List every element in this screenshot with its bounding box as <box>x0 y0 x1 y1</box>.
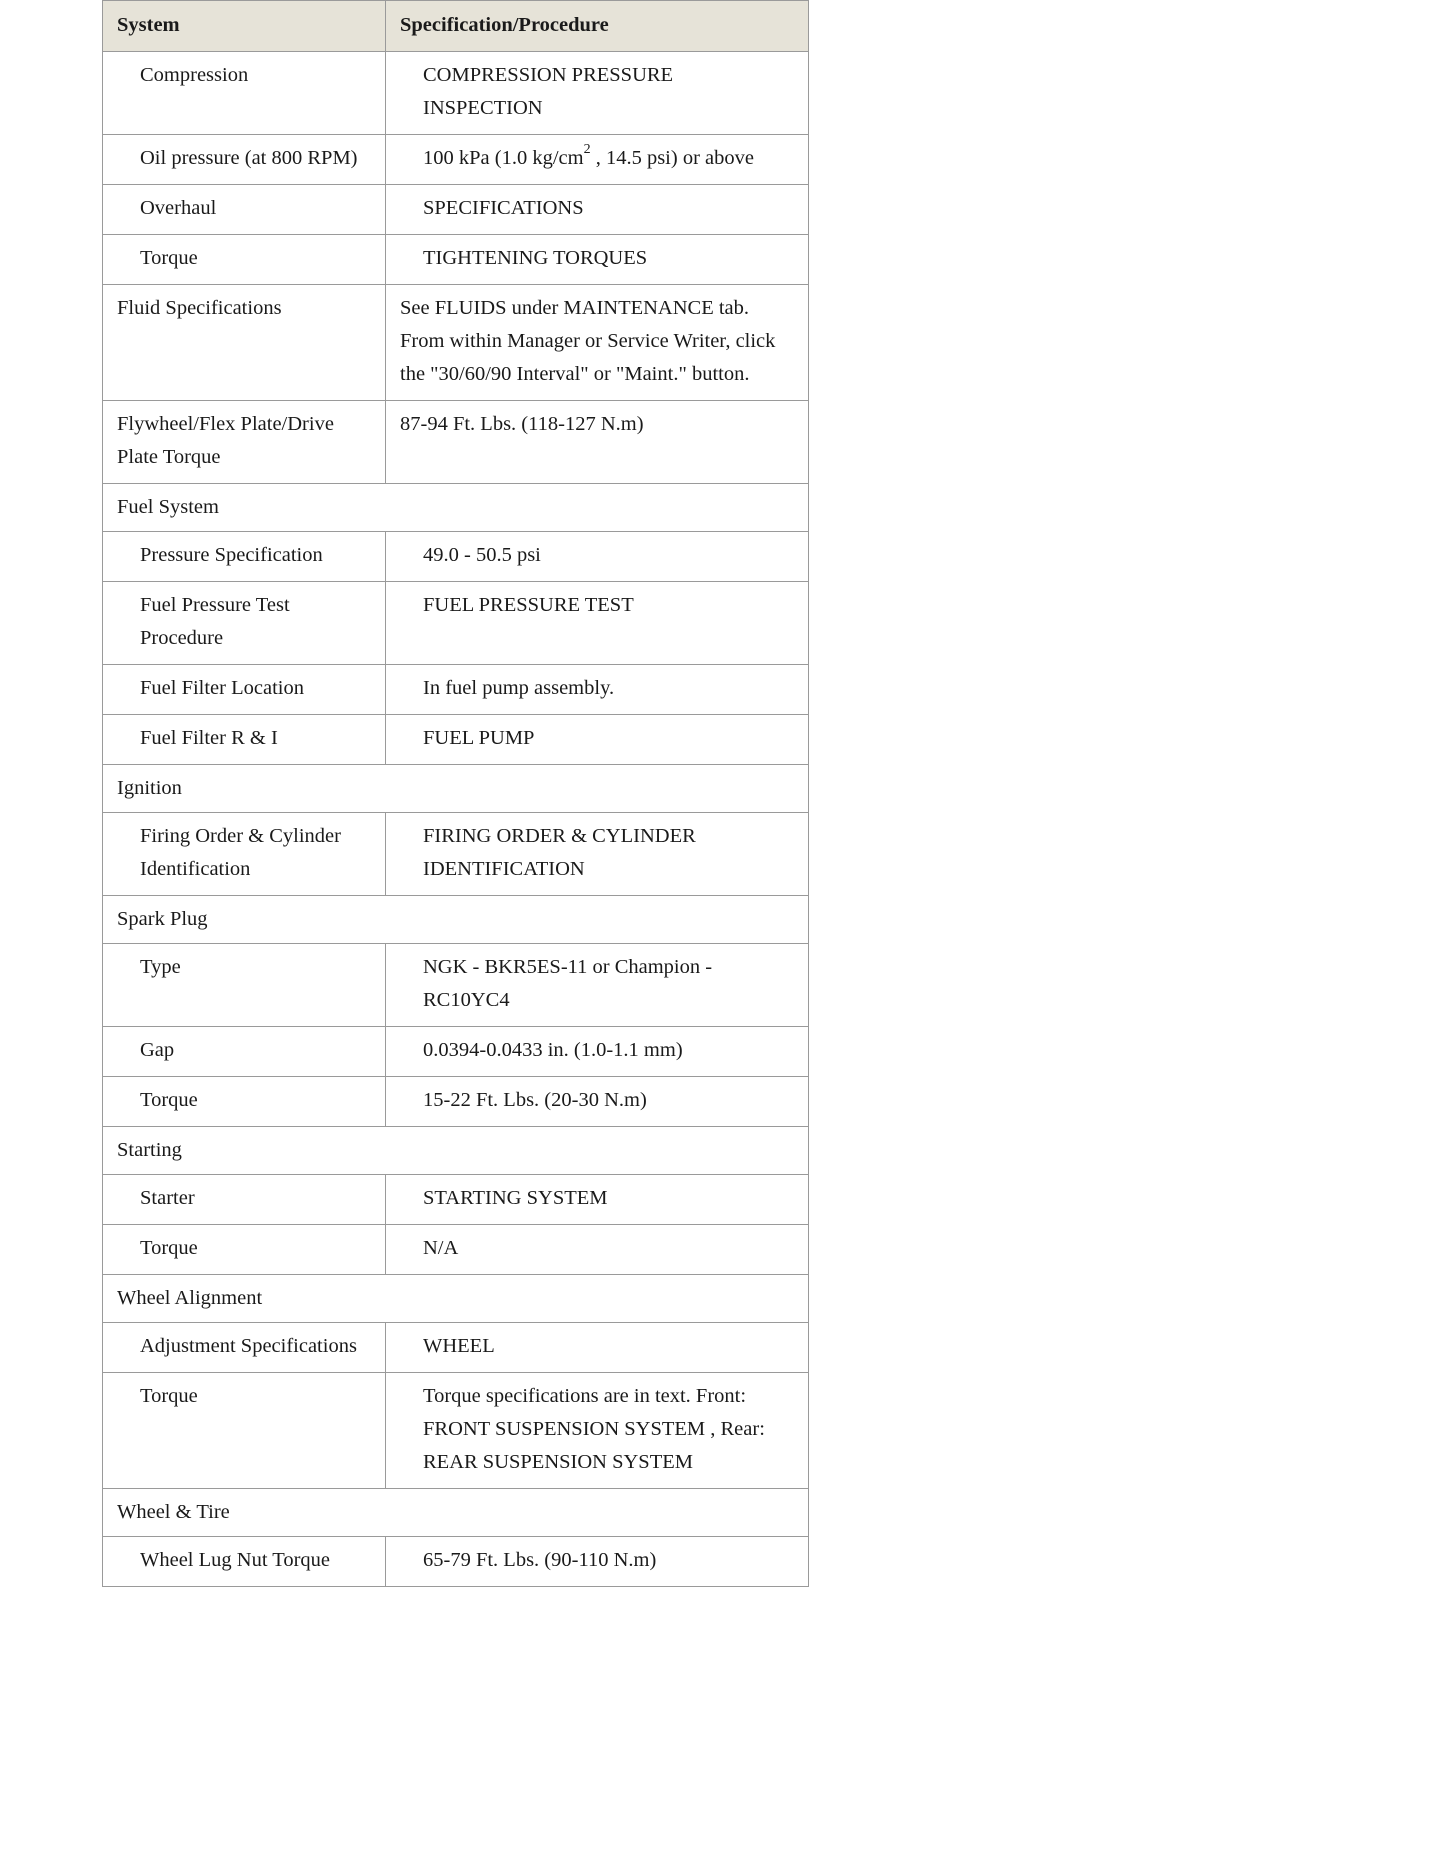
table-row <box>103 1225 809 1275</box>
header-row <box>103 1 809 52</box>
row-label: Fuel Pressure Test Procedure <box>103 582 386 665</box>
row-label: Fuel Filter R & I <box>103 715 386 765</box>
row-value: 49.0 - 50.5 psi <box>386 532 809 582</box>
row-value: In fuel pump assembly. <box>386 665 809 715</box>
table-row <box>103 715 809 765</box>
row-label: Firing Order & Cylinder Identification <box>103 813 386 896</box>
header-specification: Specification/Procedure <box>386 1 809 52</box>
section-row <box>103 1275 809 1323</box>
row-label: Compression <box>103 52 386 135</box>
row-value: COMPRESSION PRESSURE INSPECTION <box>386 52 809 135</box>
value-text: , 14.5 psi) or above <box>590 147 754 169</box>
table-row <box>103 1175 809 1225</box>
row-value: 65-79 Ft. Lbs. (90-110 N.m) <box>386 1537 809 1587</box>
row-label: Oil pressure (at 800 RPM) <box>103 135 386 185</box>
section-title: Ignition <box>103 765 809 813</box>
row-label: Starter <box>103 1175 386 1225</box>
row-label: Fuel Filter Location <box>103 665 386 715</box>
row-value: 87-94 Ft. Lbs. (118-127 N.m) <box>386 401 809 484</box>
row-label: Gap <box>103 1027 386 1077</box>
section-title: Wheel & Tire <box>103 1489 809 1537</box>
row-value <box>386 135 809 185</box>
row-value: FUEL PRESSURE TEST <box>386 582 809 665</box>
table-row <box>103 944 809 1027</box>
value-text: 100 kPa (1.0 kg/cm <box>423 147 584 169</box>
table-row <box>103 813 809 896</box>
section-row <box>103 896 809 944</box>
row-value: STARTING SYSTEM <box>386 1175 809 1225</box>
table-row <box>103 532 809 582</box>
table-row <box>103 52 809 135</box>
section-title: Starting <box>103 1127 809 1175</box>
table-row <box>103 401 809 484</box>
table-row <box>103 665 809 715</box>
section-title: Fuel System <box>103 484 809 532</box>
row-value: SPECIFICATIONS <box>386 185 809 235</box>
table-row <box>103 582 809 665</box>
table-row <box>103 135 809 185</box>
row-label: Torque <box>103 1225 386 1275</box>
row-label: Wheel Lug Nut Torque <box>103 1537 386 1587</box>
section-row <box>103 765 809 813</box>
row-label: Type <box>103 944 386 1027</box>
table-row <box>103 1373 809 1489</box>
table-row <box>103 1537 809 1587</box>
section-row <box>103 484 809 532</box>
row-value: 0.0394-0.0433 in. (1.0-1.1 mm) <box>386 1027 809 1077</box>
row-value: WHEEL <box>386 1323 809 1373</box>
row-label: Torque <box>103 1373 386 1489</box>
row-value: FIRING ORDER & CYLINDER IDENTIFICATION <box>386 813 809 896</box>
row-label: Adjustment Specifications <box>103 1323 386 1373</box>
section-title: Spark Plug <box>103 896 809 944</box>
row-label: Pressure Specification <box>103 532 386 582</box>
row-value: FUEL PUMP <box>386 715 809 765</box>
table-row <box>103 1027 809 1077</box>
table-row <box>103 235 809 285</box>
row-label: Overhaul <box>103 185 386 235</box>
row-value: See FLUIDS under MAINTENANCE tab. From within Manager or Service Writer, click the "30/60/90 Interval" or "Maint." button. <box>386 285 809 401</box>
row-value: N/A <box>386 1225 809 1275</box>
table-row <box>103 285 809 401</box>
specifications-table <box>102 0 809 1587</box>
table-row <box>103 1323 809 1373</box>
row-label: Torque <box>103 235 386 285</box>
row-value: NGK - BKR5ES-11 or Champion - RC10YC4 <box>386 944 809 1027</box>
section-row <box>103 1489 809 1537</box>
row-label: Torque <box>103 1077 386 1127</box>
table-row <box>103 1077 809 1127</box>
row-value: TIGHTENING TORQUES <box>386 235 809 285</box>
section-title: Wheel Alignment <box>103 1275 809 1323</box>
table-row <box>103 185 809 235</box>
header-system: System <box>103 1 386 52</box>
superscript: 2 <box>583 142 591 158</box>
section-row <box>103 1127 809 1175</box>
row-label: Flywheel/Flex Plate/Drive Plate Torque <box>103 401 386 484</box>
row-label: Fluid Specifications <box>103 285 386 401</box>
row-value: 15-22 Ft. Lbs. (20-30 N.m) <box>386 1077 809 1127</box>
row-value: Torque specifications are in text. Front: FRONT SUSPENSION SYSTEM , Rear: REAR SUSPENSION SYSTEM <box>386 1373 809 1489</box>
